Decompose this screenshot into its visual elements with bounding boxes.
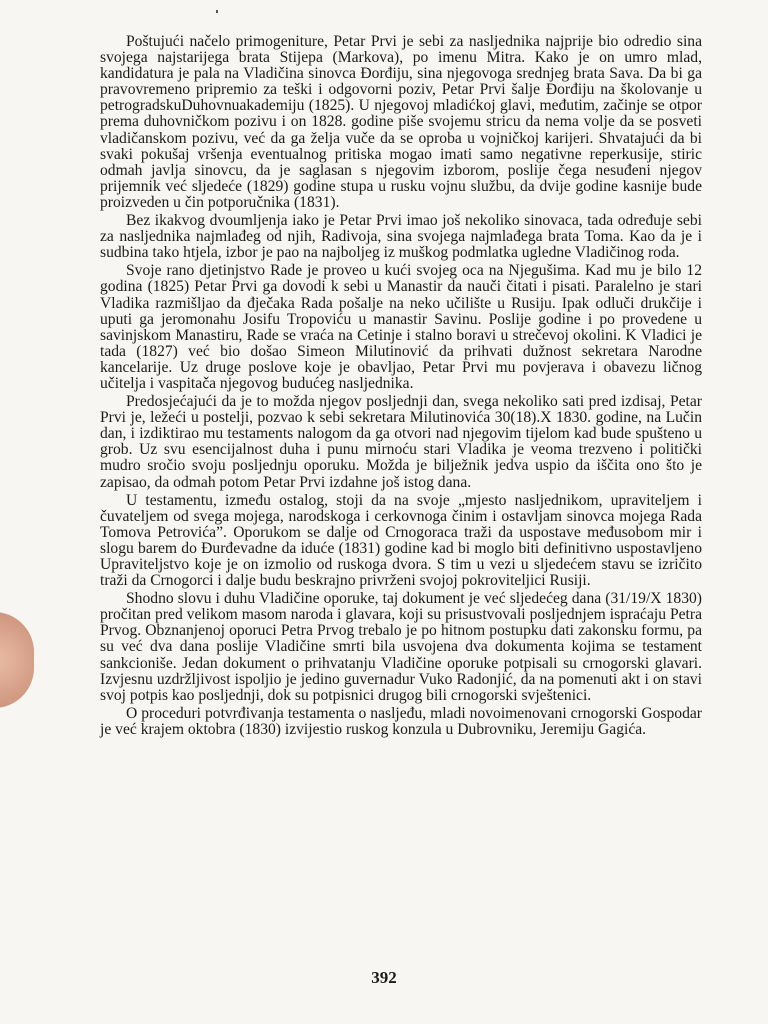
scan-speck [216,10,218,13]
page-body [100,34,702,740]
paragraph-6: Shodno slovu i duhu Vladičine oporuke, taj dokument je već sljedećeg dana (31/19/X 1830) pročitan pred velikom masom naroda i glavara, koji su prisustvovali posljednjem ispraćaju Petra Prvog. Obznanjenoj oporuci Petra Prvog trebalo je po hitnom postupku dati zakonsku formu, pa su već dva dana poslije Vladičine smrti bila usvojena dva dokumenta kojima se testament sankcioniše. Jedan dokument o prihvatanju Vladičine oporuke potpisali su crnogorski glavari. Izvjesnu uzdržljivost ispoljio je jedino guvernadur Vuko Radonjić, da na pomenuti akt i on stavi svoj potpis kao posljednji, dok su potpisnici drugog bili crnogorski svještenici. [100,590,702,704]
paragraph-1: Poštujući načelo primogeniture, Petar Prvi je sebi za nasljednika najprije bio odredio sina svojega najstarijega brata Stijepa (Markova), po imenu Mitra. Kako je on umro mlad, kandidatura je pala na Vladičina sinovca Đorđiju, sina njegovoga srednjeg brata Sava. Da bi ga pravovremeno pripremio za teški i odgovorni poziv, Petar Prvi šalje Đorđiju na školovanje u petrogradskuDuhovnuakademiju (1825). U njegovoj mladićkoj glavi, međutim, začinje se otpor prema duhovničkom pozivu i on 1828. godine piše svojemu stricu da nema volje da se posveti vladičanskom pozivu, već da ga želja vuče da se oproba u vojničkoj karijeri. Shvatajući da bi svaki pokušaj vršenja eventualnog pritiska mogao imati samo negativne reperkusije, stiric odmah javlja sinovcu, da je saglasan s njegovim izborom, poslije čega nesuđeni njegov prijemnik već sljedeće (1829) godine stupa u rusku vojnu službu, da dvije godine kasnije bude proizveden u čin potporučnika (1831). [100,33,702,211]
paragraph-5: U testamentu, između ostalog, stoji da na svoje „mjesto nasljednikom, upraviteljem i čuvateljem od svega mojega, narodskoga i cerkovnoga činim i ostavljam sinovca mojega Rada Tomova Petrovića”. Oporukom se dalje od Crnogoraca traži da uspostave međusobom mir i slogu barem do Đurđevadne da iduće (1831) godine kad bi moglo biti definitivno uspostavljeno Upraviteljstvo koje je on izmolio od ruskoga dvora. S tim u vezi u sljedećem stavu se izričito traži da Crnogorci i dalje budu beskrajno privrženi svojoj pokroviteljici Rusiji. [100,491,702,590]
paragraph-3: Svoje rano djetinjstvo Rade je proveo u kući svojeg oca na Njegušima. Kad mu je bilo 12 godina (1825) Petar Prvi ga dovodi k sebi u Manastir da nauči čitati i pisati. Paralelno je stari Vladika razmišljao da đječaka Rada pošalje na neko učilište u Rusiju. Ipak odluči drukčije i uputi ga jeromonahu Josifu Tropoviću u manastir Savinu. Poslije godine i po provedene u savinjskom Manastiru, Rade se vraća na Cetinje i stalno boravi u strečevoj okolini. K Vladici je tada (1827) već bio došao Simeon Milutinović da prihvati dužnost sekretara Narodne kancelarije. Uz druge poslove koje je obavljao, Petar Prvi mu povjerava i obavezu ličnog učitelja i vaspitača njegovog budućeg nasljednika. [100,262,702,392]
paragraph-4: Predosjećajući da je to možda njegov posljednji dan, svega nekoliko sati pred izdisaj, Petar Prvi je, ležeći u postelji, pozvao k sebi sekretara Milutinovića 30(18).X 1830. godine, na Lučin dan, i izdiktirao mu testaments nalogom da ga otvori nad njegovim tijelom kad bude spušteno u grob. Uz svu esencijalnost duha i punu mirnoću stari Vladika je veoma trezveno i politički mudro sročio svoju posljednju oporuku. Možda je bilježnik jedva uspio da iščita ono što je zapisao, da odmah potom Petar Prvi izdahne još istog dana. [100,393,702,491]
thumb-in-scan [0,612,34,708]
paragraph-2: Bez ikakvog dvoumljenja iako je Petar Prvi imao još nekoliko sinovaca, tada određuje sebi za nasljednika najmlađeg od njih, Radivoja, sina svojega najmlađega brata Toma. Kao da je i sudbina tako htjela, izbor je pao na najbolјeg iz muškog podmlatka ugledne Vladičinog roda. [100,212,702,262]
paragraph-7: O proceduri potvrđivanja testamenta o nasljeđu, mladi novoimenovani crnogorski Gospodar je već krajem oktobra (1830) izvijestio ruskog konzula u Dubrovniku, Jeremiju Gagića. [100,704,702,738]
page-number: 392 [371,968,397,987]
